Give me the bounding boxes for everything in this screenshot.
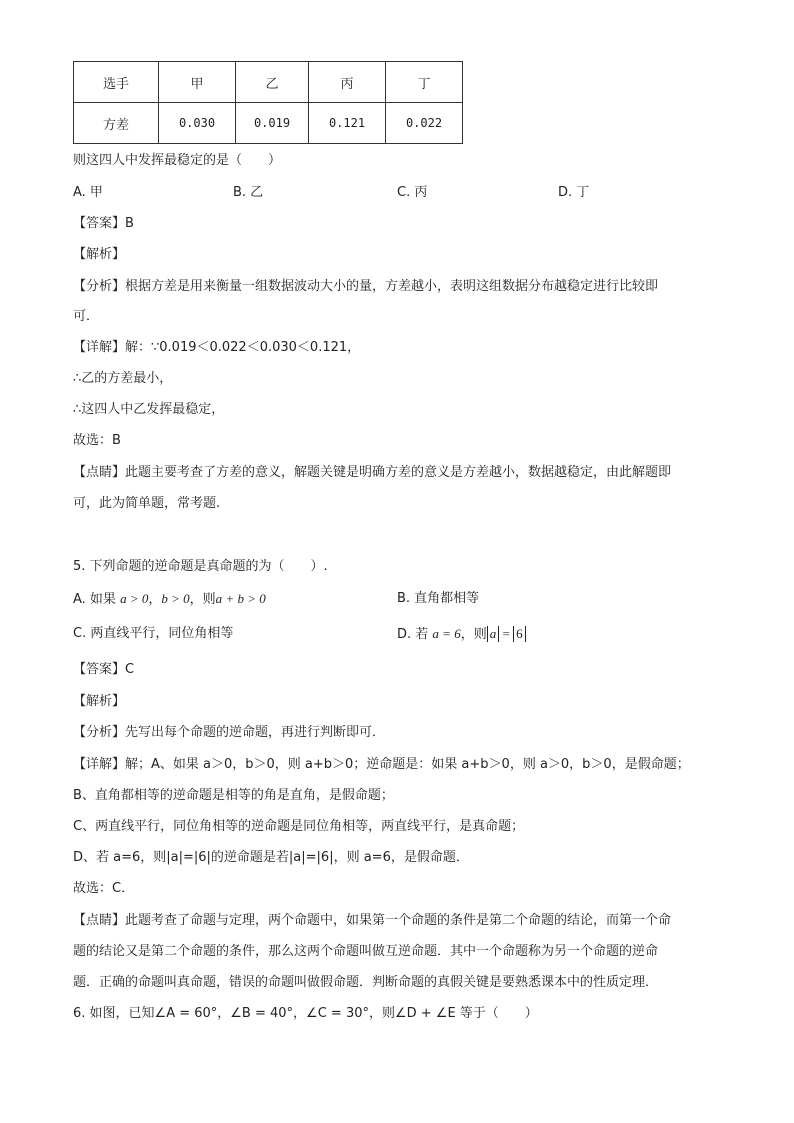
table-header-row — [74, 62, 463, 103]
table-cell: 方差 — [74, 103, 159, 144]
absolute-value: 6 — [513, 626, 526, 642]
comment-line: 【点睛】此题主要考查了方差的意义，解题关键是明确方差的意义是方差越小，数据越稳定，由此解题即 — [73, 465, 672, 480]
option-c: C. 丙 — [397, 185, 428, 200]
detail-line: 【详解】解：∵0.019＜0.022＜0.030＜0.121， — [73, 340, 361, 355]
detail-line: C、两直线平行，同位角相等的逆命题是同位角相等，两直线平行，是真命题； — [73, 819, 525, 834]
detail-line: 【详解】解；A、如果 a＞0，b＞0，则 a+b＞0；逆命题是：如果 a+b＞0，则 a＞0，b＞0，是假命题； — [73, 757, 690, 772]
analysis-line: 可． — [73, 309, 100, 324]
table-cell: 0.022 — [386, 103, 463, 144]
question-stem: 6. 如图，已知∠A = 60°，∠B = 40°，∠C = 30°，则∠D + ∠E 等于（ ） — [73, 1006, 538, 1021]
analysis-line: 【分析】先写出每个命题的逆命题，再进行判断即可． — [73, 725, 386, 740]
separator: ，则 — [189, 592, 216, 607]
table-cell: 0.019 — [236, 103, 309, 144]
separator: ，则 — [460, 627, 487, 642]
table-cell: 丁 — [386, 62, 463, 103]
comment-line: 【点睛】此题考查了命题与定理，两个命题中，如果第一个命题的条件是第二个命题的结论，而第一个命 — [73, 913, 672, 928]
option-label: D. 若 — [397, 627, 429, 642]
comment-line: 可，此为简单题，常考题. — [73, 496, 221, 511]
equals-sign: = — [499, 626, 514, 641]
table-cell: 0.121 — [309, 103, 386, 144]
detail-line: 故选：C． — [73, 881, 135, 896]
table-cell: 选手 — [74, 62, 159, 103]
option-c: C. 两直线平行，同位角相等 — [73, 626, 234, 641]
table-cell: 甲 — [159, 62, 236, 103]
option-d — [397, 624, 526, 645]
math-expression: a = 6 — [432, 626, 461, 641]
detail-line: D、若 a=6，则|a|=|6|的逆命题是若|a|=|6|，则 a=6，是假命题． — [73, 850, 469, 865]
question-stem: 5. 下列命题的逆命题是真命题的为（ ）. — [73, 559, 328, 574]
variance-table — [73, 61, 463, 144]
separator: ， — [148, 592, 162, 607]
detail-line: B、直角都相等的逆命题是相等的角是直角，是假命题； — [73, 788, 394, 803]
jiexi-heading: 【解析】 — [73, 247, 126, 262]
option-b: B. 乙 — [233, 185, 264, 200]
table-row — [74, 103, 463, 144]
jiexi-heading: 【解析】 — [73, 694, 126, 709]
comment-line: 题的结论又是第二个命题的条件，那么这两个命题叫做互逆命题．其中一个命题称为另一个命题的逆命 — [73, 944, 659, 959]
option-d: D. 丁 — [558, 185, 590, 200]
answer-line: 【答案】C — [73, 662, 135, 677]
table-cell: 乙 — [236, 62, 309, 103]
option-a: A. 甲 — [73, 185, 103, 200]
comment-line: 题．正确的命题叫真命题，错误的命题叫做假命题．判断命题的真假关键是要熟悉课本中的性质定理． — [73, 975, 659, 990]
math-expression: b > 0 — [161, 591, 190, 606]
question-stem: 则这四人中发挥最稳定的是（ ） — [73, 153, 282, 168]
absolute-value: a — [487, 626, 500, 642]
math-expression: a > 0 — [120, 591, 149, 606]
table-cell: 0.030 — [159, 103, 236, 144]
analysis-line: 【分析】根据方差是用来衡量一组数据波动大小的量，方差越小，表明这组数据分布越稳定进行比较即 — [73, 279, 659, 294]
detail-line: 故选：B — [73, 433, 121, 448]
math-expression: a + b > 0 — [215, 591, 266, 606]
option-a — [73, 589, 266, 610]
table-cell: 丙 — [309, 62, 386, 103]
option-label: A. 如果 — [73, 592, 116, 607]
answer-line: 【答案】B — [73, 216, 134, 231]
detail-line: ∴乙的方差最小， — [73, 371, 173, 386]
detail-line: ∴这四人中乙发挥最稳定， — [73, 402, 225, 417]
option-b: B. 直角都相等 — [397, 591, 480, 606]
